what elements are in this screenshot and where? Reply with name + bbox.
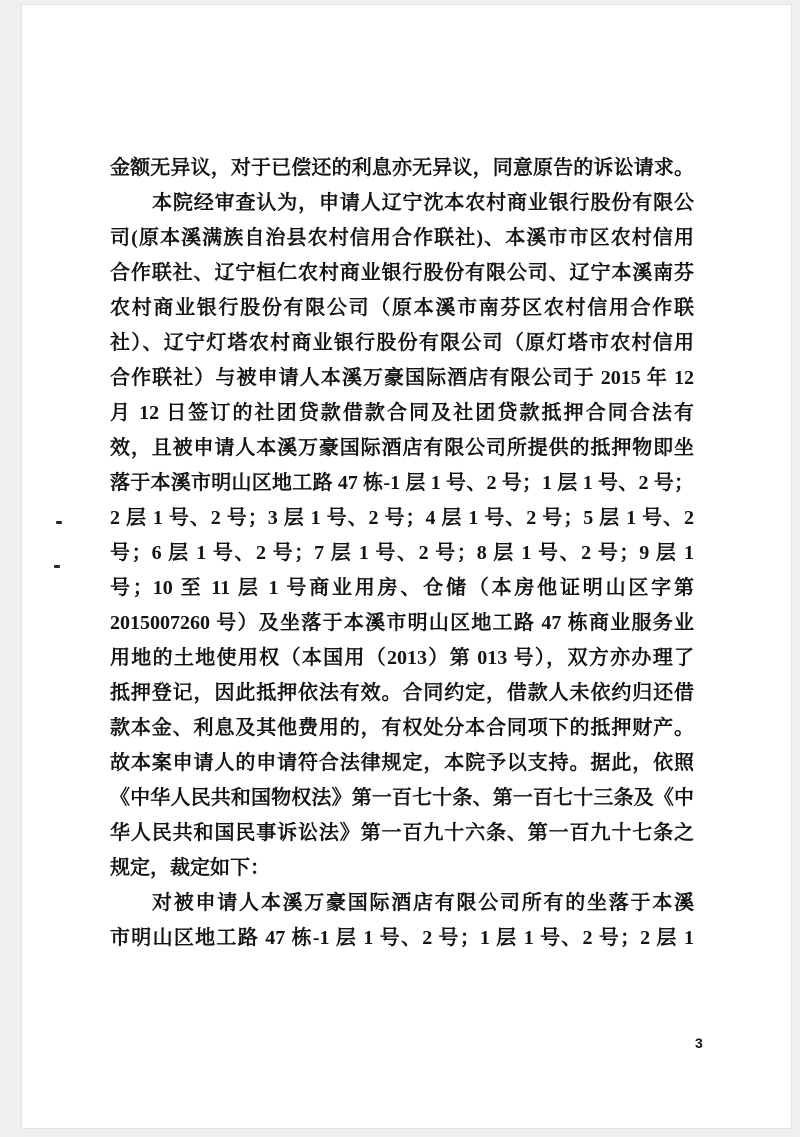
document-line: 本院经审查认为，申请人辽宁沈本农村商业银行股份有限公 — [152, 192, 694, 214]
document-page — [22, 5, 791, 1128]
document-line: 农村商业银行股份有限公司（原本溪市南芬区农村信用合作联 — [110, 297, 694, 319]
document-line: 号；6 层 1 号、2 号；7 层 1 号、2 号；8 层 1 号、2 号；9 层 1 — [110, 542, 694, 564]
document-line: 号；10 至 11 层 1 号商业用房、仓储（本房他证明山区字第 — [110, 577, 694, 599]
document-line: 华人民共和国民事诉讼法》第一百九十六条、第一百九十七条之 — [110, 822, 694, 844]
document-line: 合作联社）与被申请人本溪万豪国际酒店有限公司于 2015 年 12 — [110, 367, 694, 389]
document-line: 款本金、利息及其他费用的，有权处分本合同项下的抵押财产。 — [110, 717, 694, 739]
document-line: 月 12 日签订的社团贷款借款合同及社团贷款抵押合同合法有 — [110, 402, 694, 424]
document-line: 金额无异议，对于已偿还的利息亦无异议，同意原告的诉讼请求。 — [110, 157, 694, 179]
document-line: 市明山区地工路 47 栋-1 层 1 号、2 号；1 层 1 号、2 号；2 层 1 — [110, 927, 694, 949]
document-line: 《中华人民共和国物权法》第一百七十条、第一百七十三条及《中 — [110, 787, 694, 809]
document-line: 2015007260 号）及坐落于本溪市明山区地工路 47 栋商业服务业 — [110, 612, 694, 634]
page-number: 3 — [695, 1035, 703, 1051]
document-line: 落于本溪市明山区地工路 47 栋-1 层 1 号、2 号；1 层 1 号、2 号； — [110, 472, 694, 494]
document-text-block — [110, 151, 694, 956]
document-line: 效，且被申请人本溪万豪国际酒店有限公司所提供的抵押物即坐 — [110, 437, 694, 459]
document-line: 对被申请人本溪万豪国际酒店有限公司所有的坐落于本溪 — [152, 892, 694, 914]
document-line: 规定，裁定如下： — [110, 857, 270, 879]
document-line: 2 层 1 号、2 号；3 层 1 号、2 号；4 层 1 号、2 号；5 层 1 号、2 — [110, 507, 694, 529]
document-line: 司(原本溪满族自治县农村信用合作联社)、本溪市市区农村信用 — [110, 227, 694, 249]
document-line: 抵押登记，因此抵押依法有效。合同约定，借款人未依约归还借 — [110, 682, 694, 704]
scan-speck-mark — [54, 565, 60, 568]
document-line: 故本案申请人的申请符合法律规定，本院予以支持。据此，依照 — [110, 752, 694, 774]
document-line: 用地的土地使用权（本国用（2013）第 013 号），双方亦办理了 — [110, 647, 694, 669]
scan-speck-mark — [56, 521, 62, 524]
document-line: 合作联社、辽宁桓仁农村商业银行股份有限公司、辽宁本溪南芬 — [110, 262, 694, 284]
document-line: 社）、辽宁灯塔农村商业银行股份有限公司（原灯塔市农村信用 — [110, 332, 694, 354]
